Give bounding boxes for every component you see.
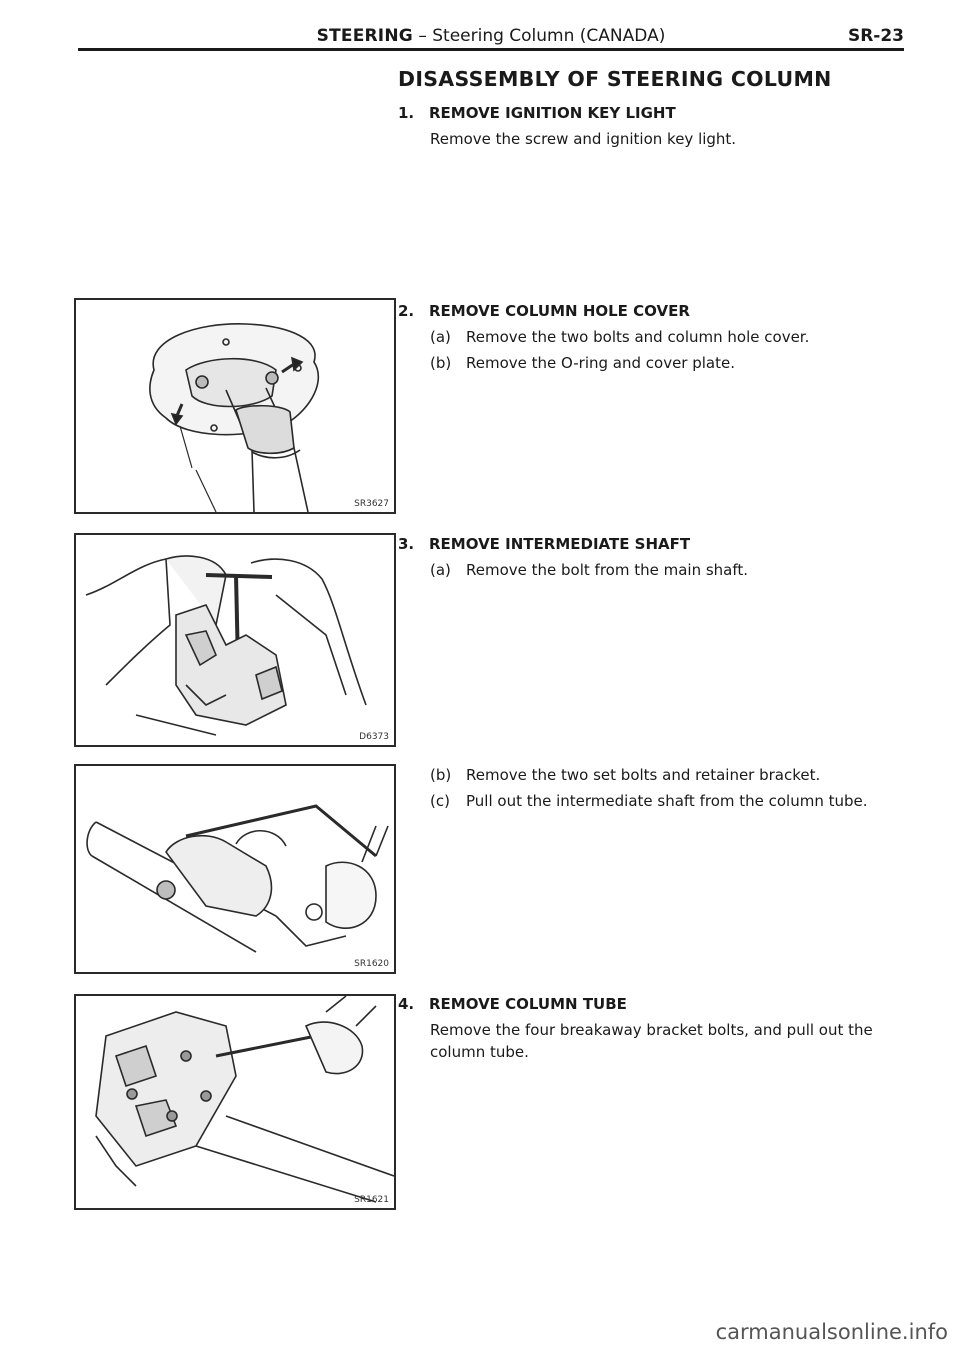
sub-text: Remove the two set bolts and retainer bracket.: [466, 766, 821, 784]
step-number: 4.: [398, 995, 415, 1013]
step-title: REMOVE INTERMEDIATE SHAFT: [429, 535, 691, 553]
step-4-heading: [398, 995, 627, 1013]
sub-label: (c): [430, 792, 450, 810]
step-title: REMOVE COLUMN TUBE: [429, 995, 627, 1013]
step-2b: [430, 354, 735, 372]
step-4-text-line-1: Remove the four breakaway bracket bolts, and pull out the: [430, 1021, 873, 1039]
sub-label: (b): [430, 354, 452, 372]
sub-text: Pull out the intermediate shaft from the column tube.: [466, 792, 868, 810]
sub-text: Remove the two bolts and column hole cover.: [466, 328, 810, 346]
sub-text: Remove the bolt from the main shaft.: [466, 561, 749, 579]
breakaway-bracket-wrench-icon: [76, 996, 394, 1208]
figure-breakaway-bracket: [74, 994, 396, 1210]
figure-code: SR1621: [354, 1195, 389, 1205]
step-1-heading: [398, 104, 676, 122]
step-2-heading: [398, 302, 690, 320]
step-3c: [430, 792, 868, 810]
sub-label: (a): [430, 561, 451, 579]
column-hole-cover-icon: [76, 300, 394, 512]
page-header: [78, 26, 904, 48]
figure-main-shaft-bolt: [74, 533, 396, 747]
step-4-text-line-2: column tube.: [430, 1043, 529, 1061]
sub-label: (a): [430, 328, 451, 346]
step-title: REMOVE COLUMN HOLE COVER: [429, 302, 690, 320]
page-number: SR-23: [847, 26, 904, 46]
figure-code: D6373: [359, 732, 389, 742]
figure-retainer-bracket: [74, 764, 396, 974]
figure-code: SR3627: [354, 499, 389, 509]
header-section: STEERING: [316, 26, 413, 46]
sub-label: (b): [430, 766, 452, 784]
figure-code: SR1620: [354, 959, 389, 969]
retainer-bracket-wrench-icon: [76, 766, 394, 972]
header-title: [78, 26, 904, 46]
step-3a: [430, 561, 748, 579]
step-3-heading: [398, 535, 690, 553]
step-3b: [430, 766, 820, 784]
main-shaft-bolt-wrench-icon: [76, 535, 394, 745]
header-rule: [78, 48, 904, 51]
figure-column-hole-cover: [74, 298, 396, 514]
step-number: 3.: [398, 535, 415, 553]
watermark: carmanualsonline.info: [715, 1320, 948, 1344]
step-number: 2.: [398, 302, 415, 320]
page-title: DISASSEMBLY OF STEERING COLUMN: [398, 67, 832, 91]
header-subsection: Steering Column (CANADA): [432, 26, 666, 46]
step-2a: [430, 328, 809, 346]
step-title: REMOVE IGNITION KEY LIGHT: [429, 104, 676, 122]
header-separator: –: [418, 26, 427, 46]
step-number: 1.: [398, 104, 415, 122]
sub-text: Remove the O-ring and cover plate.: [466, 354, 736, 372]
step-1-text: Remove the screw and ignition key light.: [430, 130, 737, 148]
